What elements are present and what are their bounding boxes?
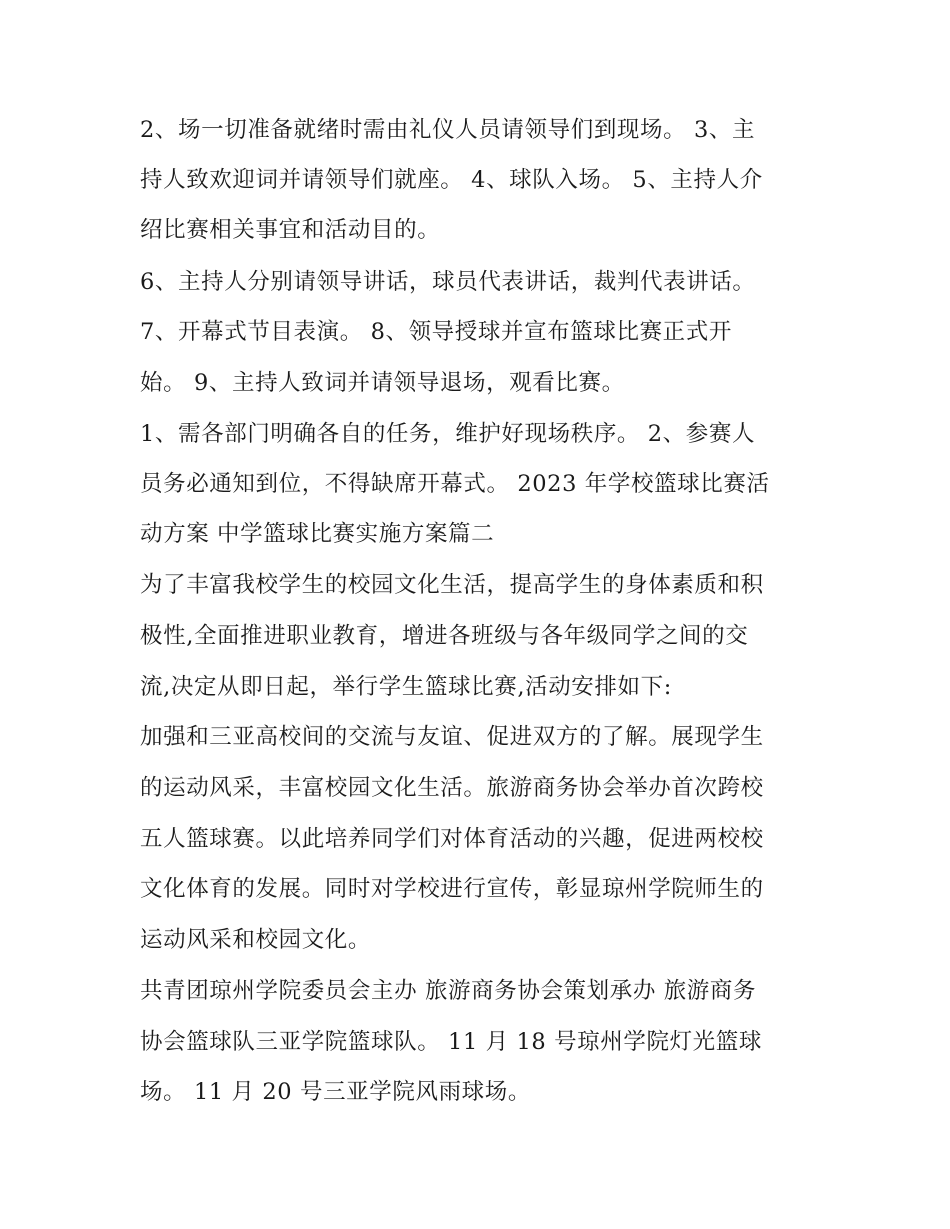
text-line: 1、需各部门明确各自的任务，维护好现场秩序。 2、参赛人 bbox=[140, 421, 756, 447]
text-line: 为了丰富我校学生的校园文化生活，提高学生的身体素质和积 bbox=[140, 572, 764, 598]
text-line: 运动风采和校园文化。 bbox=[140, 927, 372, 953]
text-line: 2、场一切准备就绪时需由礼仪人员请领导们到现场。 3、主 bbox=[140, 117, 756, 143]
text-line: 6、主持人分别请领导讲话，球员代表讲话，裁判代表讲话。 bbox=[140, 269, 756, 295]
text-line: 始。 9、主持人致词并请领导退场，观看比赛。 bbox=[140, 370, 625, 396]
text-line: 绍比赛相关事宜和活动目的。 bbox=[140, 217, 441, 243]
text-line: 加强和三亚高校间的交流与友谊、促进双方的了解。展现学生 bbox=[140, 724, 764, 750]
text-line: 场。 11 月 20 号三亚学院风雨球场。 bbox=[140, 1079, 531, 1105]
text-line: 持人致欢迎词并请领导们就座。 4、球队入场。 5、主持人介 bbox=[140, 167, 763, 193]
text-line: 的运动风采，丰富校园文化生活。旅游商务协会举办首次跨校 bbox=[140, 775, 764, 801]
text-line: 共青团琼州学院委员会主办 旅游商务协会策划承办 旅游商务 bbox=[140, 978, 757, 1004]
text-line: 文化体育的发展。同时对学校进行宣传，彰显琼州学院师生的 bbox=[140, 876, 764, 902]
text-line: 极性,全面推进职业教育，增进各班级与各年级同学之间的交 bbox=[140, 623, 749, 649]
text-line: 五人篮球赛。以此培养同学们对体育活动的兴趣，促进两校校 bbox=[140, 826, 764, 852]
text-line: 动方案 中学篮球比赛实施方案篇二 bbox=[140, 521, 495, 547]
text-line: 7、开幕式节目表演。 8、领导授球并宣布篮球比赛正式开 bbox=[140, 319, 732, 345]
text-line: 流,决定从即日起，举行学生篮球比赛,活动安排如下: bbox=[140, 674, 672, 700]
text-line: 协会篮球队三亚学院篮球队。 11 月 18 号琼州学院灯光篮球 bbox=[140, 1029, 762, 1055]
text-line: 员务必通知到位，不得缺席开幕式。 2023 年学校篮球比赛活 bbox=[140, 471, 770, 497]
